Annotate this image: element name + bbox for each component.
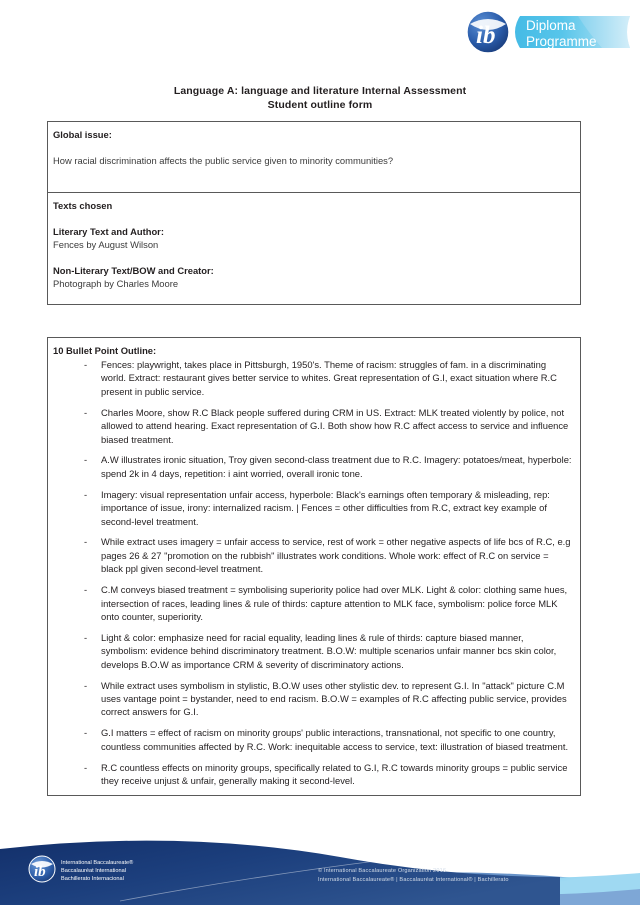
outline-bullet-list <box>53 358 572 787</box>
bullet-dash-marker: - <box>84 631 88 643</box>
nonliterary-text-label: Non-Literary Text/BOW and Creator: <box>53 265 214 276</box>
outline-bullet-item <box>53 453 572 480</box>
nonliterary-text-value: Photograph by Charles Moore <box>53 278 179 289</box>
bullet-dash-marker: - <box>84 454 88 466</box>
svg-text:ib: ib <box>34 864 46 880</box>
page-title <box>0 84 640 112</box>
ib-footer-logo-svg <box>27 853 147 885</box>
page-title-line1: Language A: language and literature Internal Assessment <box>173 85 467 97</box>
bullet-text: Imagery: visual representation unfair access, hyperbole: Black's earnings often temporary & misleading, rep: importance of issue, irony: internalized racism. | Fences = other difficulties from R.C, extract key example of second-level treatment. <box>101 488 550 527</box>
bullet-dash-marker: - <box>84 488 88 500</box>
bullet-dash-marker: - <box>84 761 88 773</box>
ib-diploma-programme-logo <box>452 6 632 58</box>
global-issue-label: Global issue: <box>53 129 112 140</box>
global-issue-value: How racial discrimination affects the public service given to minority communities? <box>53 155 394 166</box>
literary-text-label: Literary Text and Author: <box>53 226 164 237</box>
logo-line1: Diploma <box>526 18 576 33</box>
bullet-text: Charles Moore, show R.C Black people suffered during CRM in US. Extract: MLK treated violently by police, not allowed to attend hearing. Exact representation of G.I. Both show how R.C affect access to service and influence biased treatment. <box>101 406 569 445</box>
bullet-text: C.M conveys biased treatment = symbolising superiority police had over MLK. Light & color: clothing same hues, intersection of races, leading lines & rule of thirds: capture attention to MLK face, symbolism: police force MLK onto counter, superiority. <box>101 584 568 622</box>
bullet-dash-marker: - <box>84 536 88 548</box>
bullet-dash-marker: - <box>84 359 88 370</box>
bullet-text: Fences: playwright, takes place in Pittsburgh, 1950's. Theme of racism: struggles of fam. in a discriminating world. Extract: restaurant gives better service to whites. Great representation of G.I, exact situation where R.C present in public service. <box>101 359 557 397</box>
svg-text:ib: ib <box>476 22 496 49</box>
footer-copyright <box>318 867 618 885</box>
texts-chosen-cell <box>48 193 580 304</box>
logo-line2: Programme <box>526 34 597 49</box>
bullet-text: R.C countless effects on minority groups, specifically related to G.I, R.C towards minority groups = public service they receive unjust & unfair, generally making it second-level. <box>101 761 568 787</box>
outline-bullet-item <box>53 679 572 719</box>
ib-footer-logo <box>27 853 147 885</box>
global-issue-cell <box>48 122 580 193</box>
outline-bullet-item <box>53 583 572 623</box>
outline-heading: 10 Bullet Point Outline: <box>53 345 157 356</box>
bullet-dash-marker: - <box>84 679 88 691</box>
texts-chosen-label: Texts chosen <box>53 200 113 211</box>
page-footer <box>0 827 640 905</box>
outline-bullet-item <box>53 488 572 528</box>
footer-copyright-line2: International Baccalaureate® | Baccalauréat International® | Bachillerato <box>318 877 509 883</box>
student-details-table <box>47 121 581 305</box>
outline-bullet-item <box>53 726 572 753</box>
footer-copyright-line1: © International Baccalaureate Organization 2016 <box>318 868 447 874</box>
footer-logo-line2: Baccalauréat International <box>61 868 126 874</box>
bullet-text: While extract uses imagery = unfair access to service, rest of work = other negative aspects of life bcs of R.C, e.g pages 26 & 27 "promotion on the rubbish" illustrates work conditions. Whole work: effect of R.C on service = black ppl given second-level treatment. <box>101 536 571 575</box>
page-title-line2: Student outline form <box>267 99 373 111</box>
bullet-point-outline-table <box>47 337 581 796</box>
outline-bullet-item <box>53 761 572 788</box>
bullet-dash-marker: - <box>84 584 88 596</box>
footer-logo-line3: Bachillerato Internacional <box>61 876 124 882</box>
bullet-dash-marker: - <box>84 727 88 739</box>
outline-bullet-item <box>53 535 572 575</box>
bullet-dash-marker: - <box>84 406 88 418</box>
outline-bullet-item <box>53 631 572 671</box>
outline-bullet-item <box>53 406 572 446</box>
bullet-text: A.W illustrates ironic situation, Troy given second-class treatment due to R.C. Imagery: potatoes/meat, hyperbole: spend 2k in 4 days, repetition: i aint worried, overall ironic tone. <box>101 454 572 479</box>
bullet-text: G.I matters = effect of racism on minority groups' public interactions, transnational, not specific to one country, countless communities affected by R.C. Work: inequitable access to service, text: illustration of biased treatment. <box>101 727 569 752</box>
footer-logo-line1: International Baccalaureate® <box>61 860 134 866</box>
bullet-text: While extract uses symbolism in stylistic, B.O.W uses other stylistic dev. to represent G.I. In "attack" picture C.M uses vantage point = bystander, need to end racism. B.O.W = examples of R.C affecting public service, provides correct answers for G.I. <box>101 679 567 718</box>
bullet-text: Light & color: emphasize need for racial equality, leading lines & rule of thirds: capture biased manner, symbolism: evidence behind discriminatory treatment. B.O.W: multiple scenarios unfair manner bcs skin color, develops B.O.W as importance CRM & severity of discriminatory actions. <box>101 631 557 670</box>
outline-bullet-item <box>53 358 572 398</box>
literary-text-value: Fences by August Wilson <box>53 239 159 250</box>
ib-logo-svg <box>452 6 632 58</box>
